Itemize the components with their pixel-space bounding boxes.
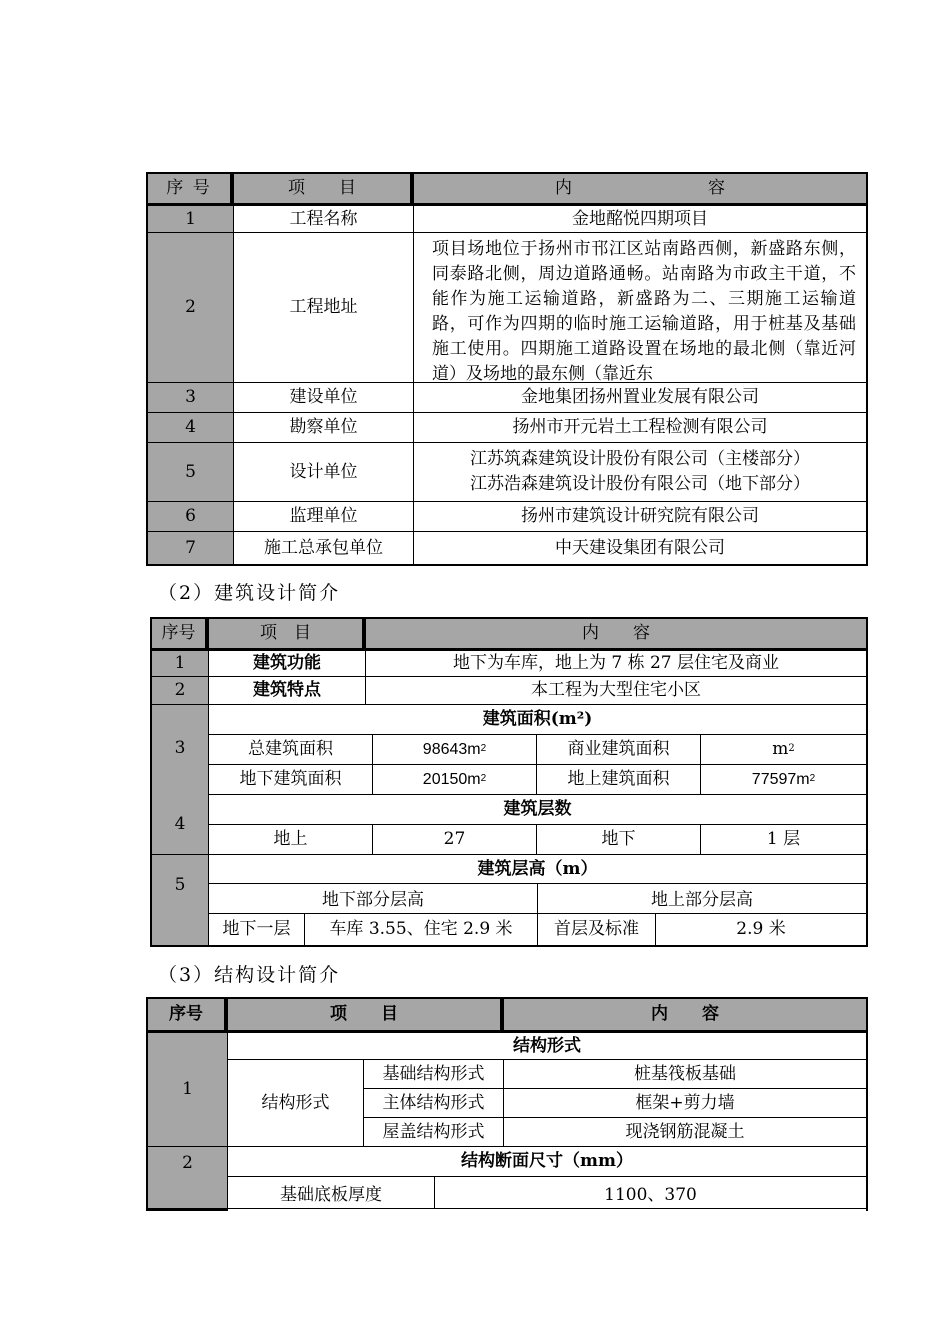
row-no: 2 [152, 677, 209, 705]
row-no: 2 [148, 233, 234, 383]
structure-value: 框架+剪力墙 [504, 1089, 866, 1118]
row-content: 扬州市开元岩土工程检测有限公司 [414, 413, 866, 443]
section-title-structure: （3）结构设计简介 [158, 964, 341, 986]
section-size-value: 1100、370 [435, 1177, 866, 1209]
structure-title: 结构形式 [228, 1033, 866, 1060]
header-content: 内 容 [414, 174, 866, 206]
height-label: 首层及标准 [538, 914, 656, 945]
row-item: 建设单位 [234, 383, 414, 413]
height-label: 地下一层 [209, 914, 305, 945]
row-item: 工程名称 [234, 206, 414, 233]
floors-label: 地上 [209, 825, 373, 855]
row-item: 建筑功能 [209, 651, 366, 677]
section-size-title: 结构断面尺寸（mm） [228, 1147, 866, 1177]
area-value: m 2 [701, 735, 866, 765]
structure-key: 主体结构形式 [364, 1089, 504, 1118]
area-label: 地上建筑面积 [537, 765, 701, 795]
area-label: 商业建筑面积 [537, 735, 701, 765]
project-address-text: 项目场地位于扬州市邗江区站南路西侧，新盛路东侧，同泰路北侧，周边道路通畅。站南路为市政主干道，不能作为施工运输道路，新盛路为二、三期施工运输道路，可作为四期的临时施工运输道路，用于桩基及基础施工使用。四期施工道路设置在场地的最北侧（靠近河道）及场地的最东侧（靠近东 [414, 233, 866, 383]
row-no: 7 [148, 532, 234, 564]
header-no: 序 号 [148, 174, 234, 206]
section-title-architecture: （2）建筑设计简介 [158, 582, 341, 604]
area-value: 98643m 2 [373, 735, 537, 765]
row-no: 5 [148, 443, 234, 502]
area-label: 总建筑面积 [209, 735, 373, 765]
area-value: 20150m 2 [373, 765, 537, 795]
row-no: 4 [148, 413, 234, 443]
row-item: 工程地址 [234, 233, 414, 383]
project-overview-table [146, 172, 868, 566]
area-value: 77597m 2 [701, 765, 866, 795]
row-content: 金地集团扬州置业发展有限公司 [414, 383, 866, 413]
area-label: 地下建筑面积 [209, 765, 373, 795]
row-no: 1 [152, 651, 209, 677]
row-item: 施工总承包单位 [234, 532, 414, 564]
row-content: 中天建设集团有限公司 [555, 537, 725, 558]
header-item: 项 目 [234, 174, 414, 206]
row-item: 建筑特点 [209, 677, 366, 705]
designer-main: 江苏筑森建筑设计股份有限公司（主楼部分） [470, 449, 810, 469]
row-no: 1 [148, 206, 234, 233]
row-item: 设计单位 [234, 443, 414, 502]
height-value: 2.9 米 [736, 919, 786, 940]
floors-label: 地下 [537, 825, 701, 855]
row-content: 本工程为大型住宅小区 [366, 677, 866, 705]
row-item: 勘察单位 [234, 413, 414, 443]
header-no: 序号 [148, 999, 228, 1033]
floors-value: 1 层 [701, 825, 866, 855]
row-content: 地下为车库，地上为 7 栋 27 层住宅及商业 [366, 651, 866, 677]
structure-value: 桩基筏板基础 [504, 1060, 866, 1089]
row-no: 3 [148, 383, 234, 413]
structure-key: 屋盖结构形式 [364, 1118, 504, 1147]
structure-table [146, 997, 868, 1211]
row-no: 3 [152, 705, 209, 823]
row-content: 扬州市建筑设计研究院有限公司 [414, 502, 866, 532]
height-value: 车库 3.55、住宅 2.9 米 [305, 914, 538, 945]
header-no: 序号 [152, 619, 209, 651]
structure-value: 现浇钢筋混凝土 [504, 1118, 866, 1147]
row-no: 6 [148, 502, 234, 532]
height-sub: 地上部分层高 [538, 884, 866, 914]
row-no: 5 [152, 855, 209, 945]
header-item: 项 目 [209, 619, 366, 651]
floors-value: 27 [373, 825, 537, 855]
row-content: 金地酩悦四期项目 [414, 206, 866, 233]
structure-key: 基础结构形式 [364, 1060, 504, 1089]
architecture-table [150, 617, 868, 947]
header-item: 项 目 [228, 999, 504, 1033]
structure-item: 结构形式 [228, 1060, 364, 1147]
row-no: 1 [148, 1033, 228, 1147]
designer-basement: 江苏浩森建筑设计股份有限公司（地下部分） [470, 474, 810, 494]
row-content [414, 443, 866, 502]
floors-title: 建筑层数 [209, 795, 866, 825]
section-size-key: 基础底板厚度 [228, 1177, 435, 1209]
height-sub: 地下部分层高 [209, 884, 538, 914]
header-content: 内 容 [366, 619, 866, 651]
row-item: 监理单位 [234, 502, 414, 532]
row-no: 2 [148, 1147, 228, 1211]
height-title: 建筑层高（m） [209, 855, 866, 884]
header-content: 内 容 [504, 999, 866, 1033]
area-title: 建筑面积(m²) [209, 705, 866, 735]
row-no: 4 [152, 795, 209, 855]
